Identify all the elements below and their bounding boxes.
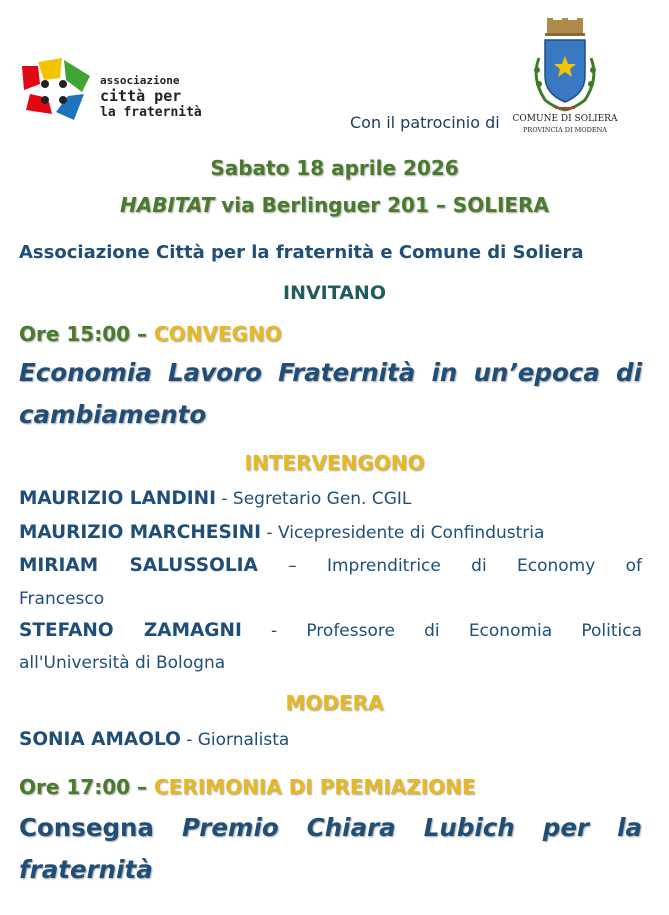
venue-address: via Berlinguer 201 – SOLIERA — [214, 193, 549, 217]
speaker-name: MAURIZIO LANDINI — [19, 488, 216, 509]
moderator-heading: MODERA — [285, 691, 384, 715]
logo-text-line2: città per — [100, 87, 182, 105]
event-date: Sabato 18 aprile 2026 — [210, 156, 459, 180]
speaker-zamagni — [19, 615, 642, 647]
moderator-name: SONIA AMAOLO — [19, 729, 181, 750]
session1-label: CONVEGNO — [153, 322, 282, 346]
association-logo-mark-icon — [16, 54, 96, 132]
association-logo — [16, 54, 206, 134]
speaker-zamagni-line2: all'Università di Bologna — [19, 653, 226, 673]
session1-title-line2: cambiamento — [19, 400, 207, 429]
session1-header — [19, 322, 642, 346]
session2-title-word: Consegna — [19, 813, 154, 842]
venue-name: HABITAT — [120, 193, 215, 217]
comune-province: PROVINCIA DI MODENA — [523, 126, 607, 134]
session2-title-line1 — [19, 813, 642, 842]
speaker-role: – Imprenditrice di Economy of — [257, 556, 642, 576]
session2-time: Ore 17:00 – — [19, 775, 154, 799]
event-venue — [0, 193, 669, 217]
speaker-name: MIRIAM SALUSSOLIA — [19, 555, 258, 576]
speaker-role: - Professore di Economia Politica — [241, 621, 643, 641]
comune-logo — [512, 18, 618, 136]
session2-title-line2: fraternità — [19, 855, 153, 884]
logo-text-line3: la fraternità — [100, 105, 202, 120]
logo-text-line1: associazione — [100, 74, 180, 87]
session2-label: CERIMONIA DI PREMIAZIONE — [153, 775, 476, 799]
patronage-text: Con il patrocinio di — [350, 113, 500, 132]
session2-title-italic: Premio Chiara Lubich per la — [182, 813, 642, 842]
speaker-salussolia-line2: Francesco — [19, 589, 105, 609]
speaker-salussolia — [19, 550, 642, 582]
speakers-heading: INTERVENGONO — [244, 451, 425, 475]
speaker-marchesini — [19, 517, 642, 549]
session2-header — [19, 775, 642, 799]
moderator-role: - Giornalista — [180, 730, 290, 750]
speaker-name: MAURIZIO MARCHESINI — [19, 522, 262, 543]
speaker-landini — [19, 483, 642, 515]
moderator-line — [19, 724, 642, 756]
session1-time: Ore 15:00 – — [19, 322, 154, 346]
hosts-line: Associazione Città per la fraternità e Comune di Soliera — [19, 242, 584, 263]
session1-title-line1: Economia Lavoro Fraternità in un’epoca di — [19, 358, 642, 387]
invite-heading: INVITANO — [283, 282, 386, 304]
speaker-role: - Segretario Gen. CGIL — [215, 489, 412, 509]
comune-name: COMUNE DI SOLIERA — [512, 114, 618, 124]
comune-crest-icon — [515, 18, 615, 118]
speaker-name: STEFANO ZAMAGNI — [19, 620, 242, 641]
speaker-role: - Vicepresidente di Confindustria — [261, 523, 545, 543]
